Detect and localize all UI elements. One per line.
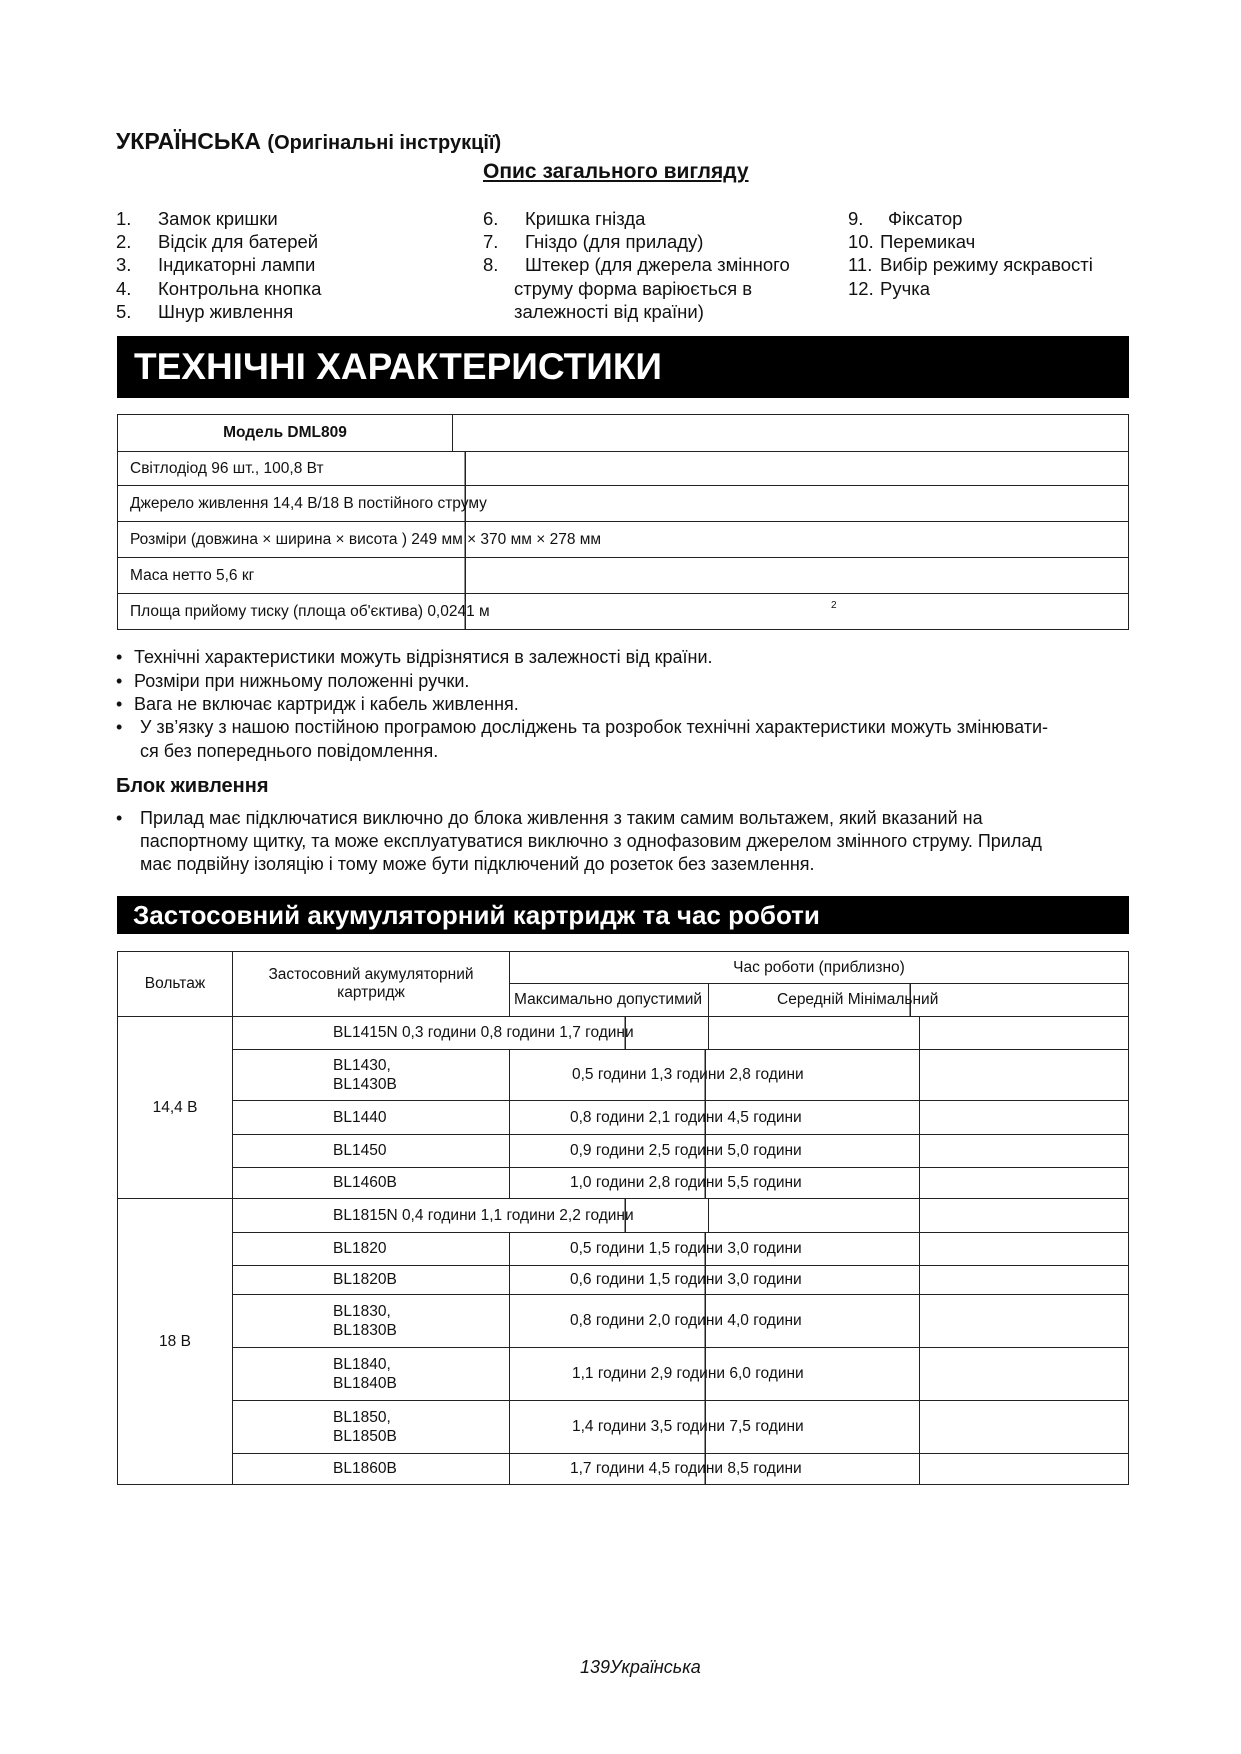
table-cell: Джерело живлення 14,4 В/18 В постійного струму [118,486,1129,522]
times-cell: 1,1 години 2,9 години 6,0 години [510,1348,920,1401]
table-row [118,1168,1129,1199]
model-cell: BL1460B [233,1168,510,1199]
table-row [118,1233,1129,1266]
table-row [118,486,1129,522]
language-heading [116,128,501,155]
table-row [118,952,1129,984]
list-item: 3. Індикаторні лампи [116,254,316,275]
model-cell: BL1840, BL1840B [233,1348,510,1401]
model-cell: BL1440 [233,1101,510,1135]
table-row [118,1348,1129,1401]
max-header: Максимально допустимий [510,984,709,1017]
voltage-cell: 18 В [118,1199,233,1485]
table-row [118,1454,1129,1485]
language-title: УКРАЇНСЬКА [116,128,262,154]
list-item: 9. Фіксатор [848,208,963,229]
voltage-cell: 14,4 В [118,1017,233,1199]
table-cell [118,594,1129,630]
list-item: 1. Замок кришки [116,208,278,229]
times-cell: 0,8 години 2,1 години 4,5 години [510,1101,920,1135]
voltage-header: Вольтаж [118,952,233,1017]
model-label: Модель DML809 [118,415,453,452]
list-item-continuation: струму форма варіюється в [514,278,753,299]
table-row [118,594,1129,630]
model-cell: BL1820B [233,1266,510,1295]
list-item: 12. Ручка [848,278,931,299]
times-cell: 0,8 години 2,0 години 4,0 години [510,1295,920,1348]
specs-banner: ТЕХНІЧНІ ХАРАКТЕРИСТИКИ [117,336,1129,398]
list-item: 7. Гніздо (для приладу) [483,231,704,252]
note-item: • У зв’язку з нашою постійною програмою досліджень та розробок технічні характеристики можуть змінювати- [116,717,1049,737]
table-cell: Світлодіод 96 шт., 100,8 Вт [118,452,1129,486]
cartridge-header: Застосовний акумуляторний картридж [233,952,510,1017]
time-header: Час роботи (приблизно) [510,952,1129,984]
superscript: 2 [831,600,837,611]
table-row [118,452,1129,486]
power-title: Блок живлення [116,775,269,797]
times-cell: 1,4 години 3,5 години 7,5 години [510,1401,920,1454]
section-title: Опис загального вигляду [483,160,749,183]
note-item: • Вага не включає картридж і кабель живлення. [116,694,519,714]
model-cell: BL1415N 0,3 години 0,8 години 1,7 години [233,1017,709,1050]
table-row [118,1017,1129,1050]
model-cell: BL1430, BL1430B [233,1050,510,1101]
table-row [118,522,1129,558]
table-row [118,1050,1129,1101]
model-cell: BL1450 [233,1135,510,1168]
mid-min-header: Середній Мінімальний [709,984,1129,1017]
times-cell: 0,5 години 1,3 години 2,8 години [510,1050,920,1101]
model-cell: BL1850, BL1850B [233,1401,510,1454]
table-row [118,1401,1129,1454]
list-item: 10. Перемикач [848,231,976,252]
list-item: 4. Контрольна кнопка [116,278,322,299]
list-item: 8. Штекер (для джерела змінного [483,254,790,275]
list-item: 11. Вибір режиму яскравості [848,254,1093,275]
specs-table [117,414,1129,630]
list-item: 6. Кришка гнізда [483,208,646,229]
table-row [118,1135,1129,1168]
list-item-continuation: залежності від країни) [514,301,704,322]
times-cell: 0,5 години 1,5 години 3,0 години [510,1233,920,1266]
times-cell: 0,9 години 2,5 години 5,0 години [510,1135,920,1168]
note-item: • Технічні характеристики можуть відрізнятися в залежності від країни. [116,647,713,667]
battery-banner: Застосовний акумуляторний картридж та час роботи [117,896,1129,934]
model-cell: BL1815N 0,4 години 1,1 години 2,2 години [233,1199,709,1233]
note-item: • Розміри при нижньому положенні ручки. [116,671,470,691]
table-row [118,558,1129,594]
list-item: 5. Шнур живлення [116,301,294,322]
page-footer: 139Українська [580,1657,701,1677]
note-item-continuation: ся без попереднього повідомлення. [140,741,439,761]
table-row [118,415,1129,452]
language-subtitle: (Оригінальні інструкції) [267,132,502,154]
times-cell: 0,6 години 1,5 години 3,0 години [510,1266,920,1295]
table-row [118,1101,1129,1135]
table-row [118,1199,1129,1233]
table-cell: Розміри (довжина × ширина × висота ) 249 мм × 370 мм × 278 мм [118,522,1129,558]
table-row [118,1266,1129,1295]
list-item: 2. Відсік для батерей [116,231,319,252]
table-cell: Маса нетто 5,6 кг [118,558,1129,594]
power-body: • Прилад має підключатися виключно до блока живлення з таким самим вольтажем, який вказаний на паспортному щитку, та може експлуатуватися виключно з однофазовим джерелом змінного струму. Прилад має подвійну ізоляцію і тому може бути підключений до розеток без заземлення. [116,808,1042,874]
times-cell: 1,0 години 2,8 години 5,5 години [510,1168,920,1199]
area-text: Площа прийому тиску (площа об'єктива) 0,0241 м [130,602,490,620]
model-cell: BL1860B [233,1454,510,1485]
battery-table [117,951,1129,1485]
model-cell: BL1820 [233,1233,510,1266]
table-row [118,1295,1129,1348]
model-cell: BL1830, BL1830B [233,1295,510,1348]
times-cell: 1,7 години 4,5 години 8,5 години [510,1454,920,1485]
